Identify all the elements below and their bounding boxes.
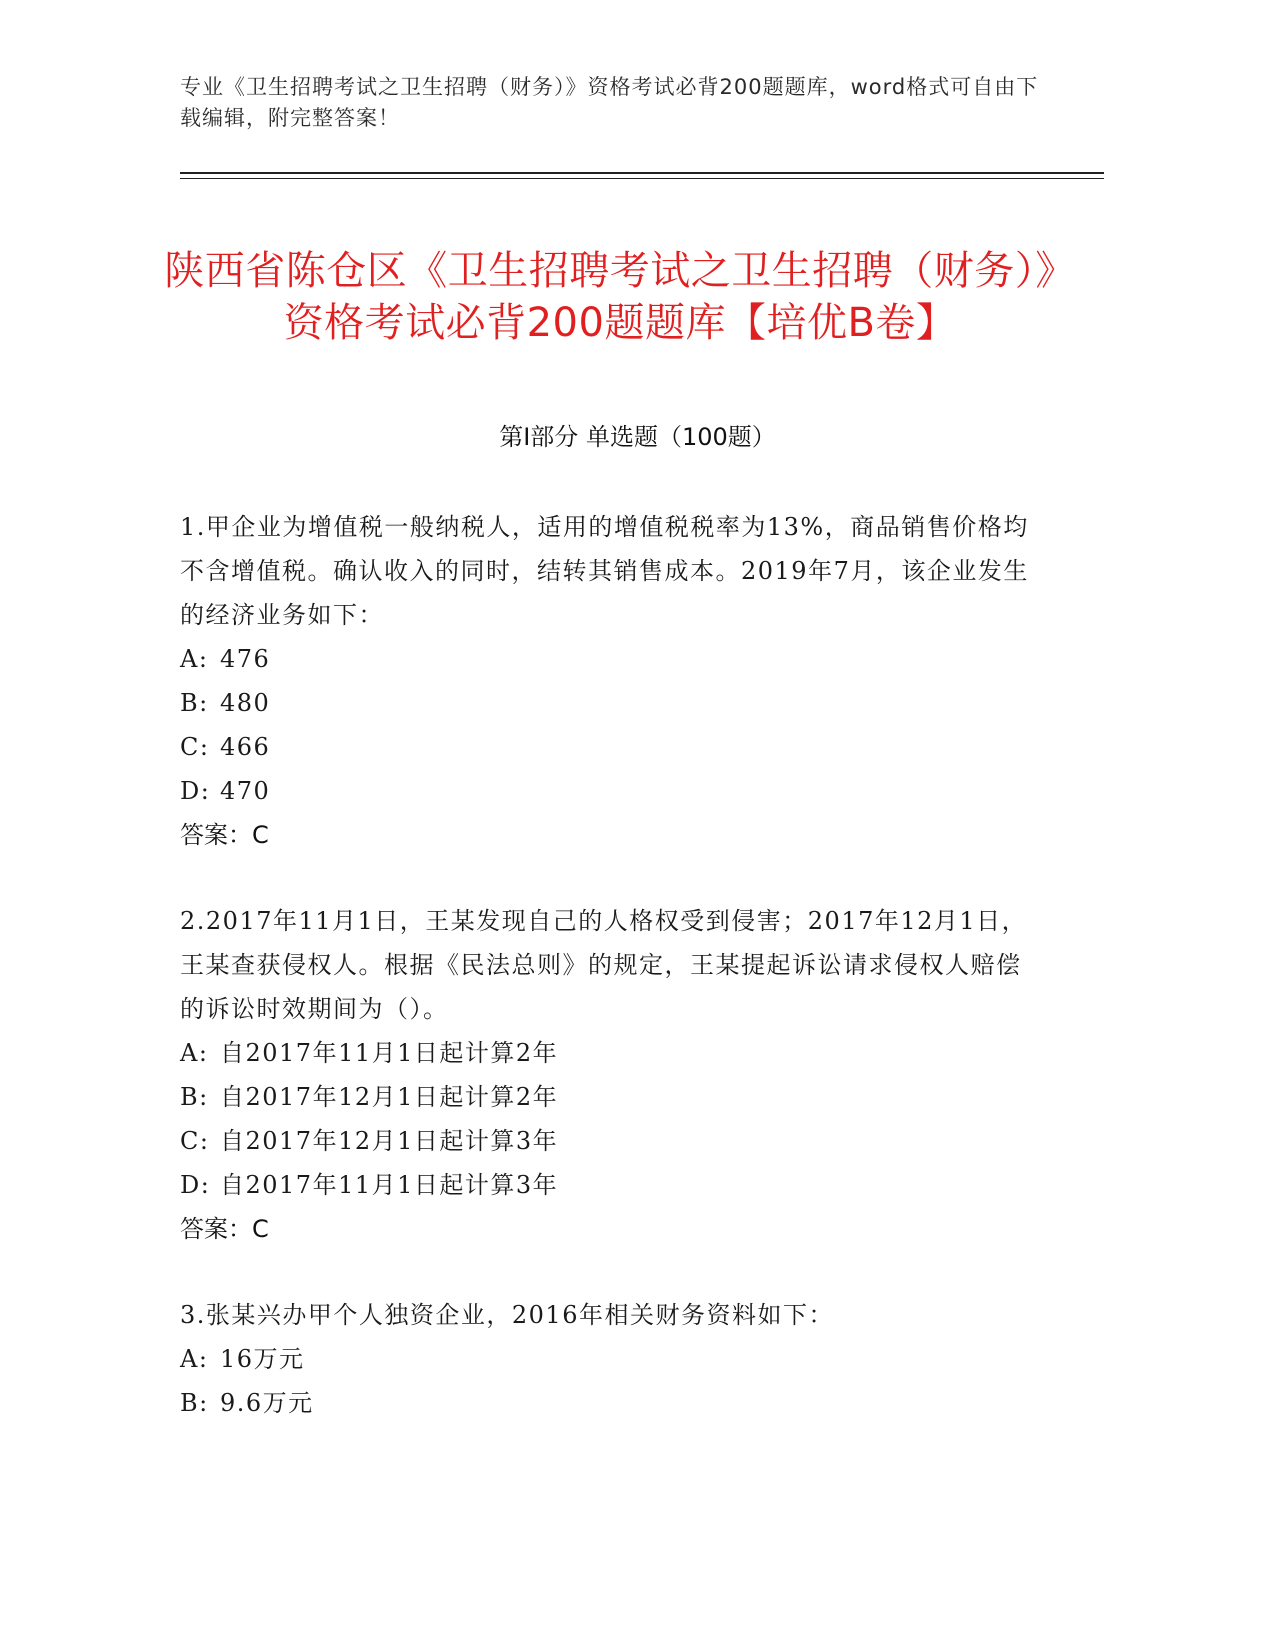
- option-a: [180, 1337, 1040, 1381]
- option-text: 自2017年12月1日起计算2年: [220, 1083, 559, 1111]
- option-d: [180, 769, 1040, 813]
- option-text: 9.6万元: [220, 1389, 314, 1417]
- option-letter: B:: [180, 1083, 209, 1111]
- question-stem: 2.2017年11月1日，王某发现自己的人格权受到侵害；2017年12月1日，王某查获侵权人。根据《民法总则》的规定，王某提起诉讼请求侵权人赔偿的诉讼时效期间为（）。: [180, 907, 1028, 1023]
- option-letter: D:: [180, 777, 211, 805]
- option-text: 自2017年11月1日起计算2年: [220, 1039, 559, 1067]
- question-list: [180, 505, 1040, 1425]
- option-b: [180, 1075, 1040, 1119]
- header-note: 专业《卫生招聘考试之卫生招聘（财务）》资格考试必背200题题库，word格式可自由下载编辑，附完整答案！: [180, 75, 1039, 130]
- question-1: [180, 505, 1040, 857]
- question-stem: 1.甲企业为增值税一般纳税人，适用的增值税税率为13%，商品销售价格均不含增值税。确认收入的同时，结转其销售成本。2019年7月，该企业发生的经济业务如下：: [180, 513, 1029, 629]
- question-2: [180, 899, 1040, 1251]
- option-text: 自2017年11月1日起计算3年: [220, 1171, 559, 1199]
- option-text: 16万元: [220, 1345, 305, 1373]
- option-c: [180, 1119, 1040, 1163]
- section-heading: 第I部分 单选题（100题）: [499, 423, 776, 451]
- question-3: [180, 1293, 1040, 1425]
- option-text: 自2017年12月1日起计算3年: [220, 1127, 559, 1155]
- option-a: [180, 1031, 1040, 1075]
- answer-label: 答案：C: [180, 1215, 269, 1243]
- option-letter: B:: [180, 1389, 209, 1417]
- option-b: [180, 1381, 1040, 1425]
- option-text: 480: [220, 689, 271, 717]
- option-c: [180, 725, 1040, 769]
- option-text: 476: [220, 645, 271, 673]
- question-stem: 3.张某兴办甲个人独资企业，2016年相关财务资料如下：: [180, 1301, 834, 1329]
- header-divider-thin: [180, 178, 1104, 179]
- option-letter: B:: [180, 689, 209, 717]
- option-text: 466: [220, 733, 271, 761]
- option-letter: C:: [180, 733, 210, 761]
- option-letter: C:: [180, 1127, 210, 1155]
- document-title: 陕西省陈仓区《卫生招聘考试之卫生招聘（财务）》资格考试必背200题题库【培优B卷】: [164, 247, 1076, 346]
- option-letter: D:: [180, 1171, 211, 1199]
- header-divider: [180, 172, 1104, 174]
- option-d: [180, 1163, 1040, 1207]
- question-spacer: [180, 857, 1040, 899]
- option-a: [180, 637, 1040, 681]
- question-spacer: [180, 1251, 1040, 1293]
- option-letter: A:: [180, 645, 209, 673]
- option-b: [180, 681, 1040, 725]
- answer-label: 答案：C: [180, 821, 269, 849]
- option-text: 470: [220, 777, 271, 805]
- option-letter: A:: [180, 1345, 209, 1373]
- option-letter: A:: [180, 1039, 209, 1067]
